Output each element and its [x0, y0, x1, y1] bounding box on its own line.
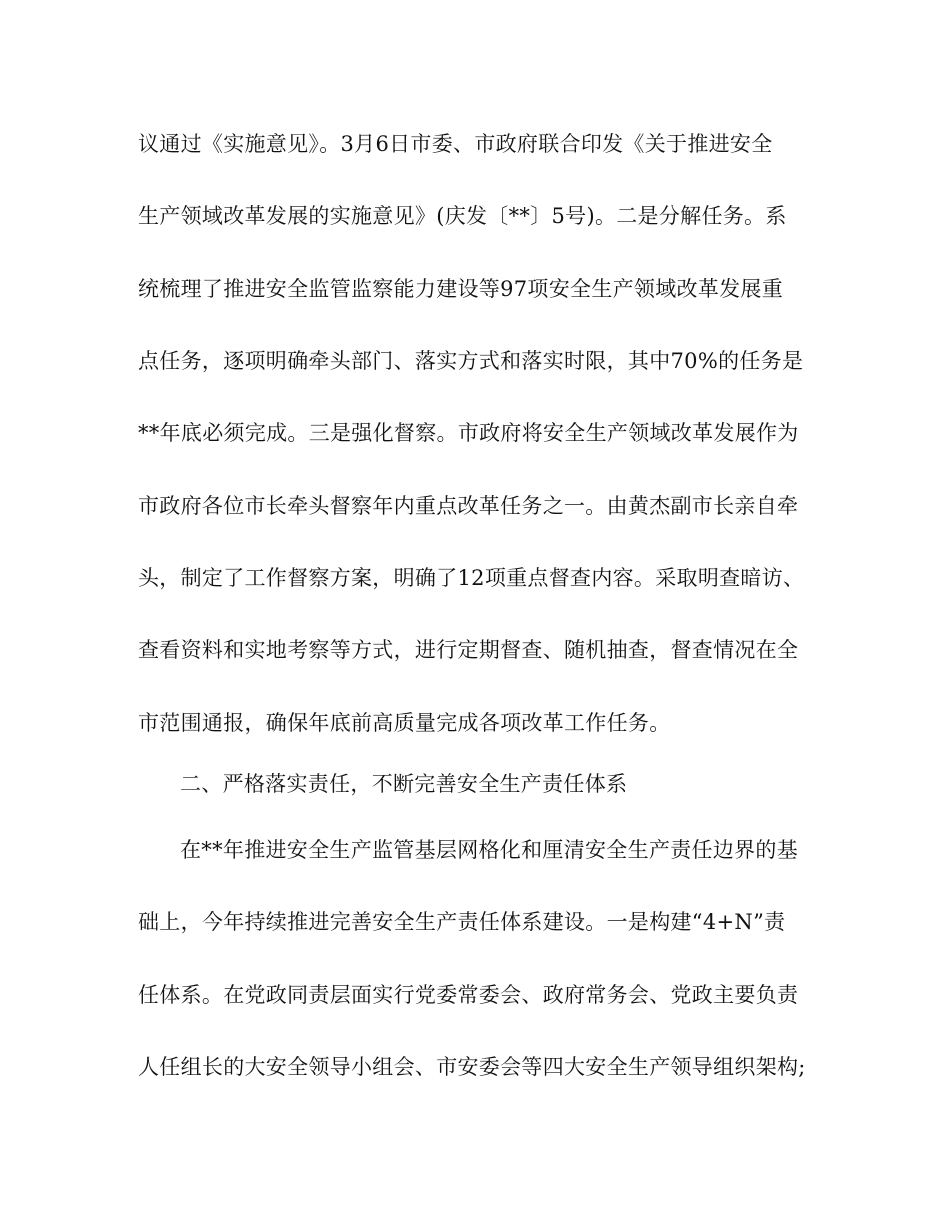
text-line-4: 点任务，逐项明确牵头部门、落实方式和落实时限，其中70%的任务是	[138, 349, 804, 373]
text-line-7: 头，制定了工作督察方案，明确了12项重点督查内容。采取明查暗访、	[138, 566, 805, 590]
text-line-9: 市范围通报，确保年底前高质量完成各项改革工作任务。	[138, 711, 671, 735]
text-line-3: 统梳理了推进安全监管监察能力建设等97项安全生产领域改革发展重	[138, 277, 784, 301]
section-heading: 二、严格落实责任，不断完善安全生产责任体系	[180, 772, 628, 796]
text-line-13: 任体系。在党政同责层面实行党委常委会、政府常务会、党政主要负责	[138, 983, 799, 1007]
text-line-12: 础上，今年持续推进完善安全生产责任体系建设。一是构建“4+N”责	[138, 910, 786, 934]
text-line-11: 在**年推进安全生产监管基层网格化和厘清安全生产责任边界的基	[180, 838, 798, 862]
text-line-2: 生产领域改革发展的实施意见》(庆发〔**〕5号)。二是分解任务。系	[138, 204, 787, 228]
text-line-8: 查看资料和实地考察等方式，进行定期督查、随机抽查，督查情况在全	[138, 638, 799, 662]
text-line-1: 议通过《实施意见》。3月6日市委、市政府联合印发《关于推进安全	[138, 132, 773, 156]
text-line-5: **年底必须完成。三是强化督察。市政府将安全生产领域改革发展作为	[138, 421, 799, 445]
text-line-6: 市政府各位市长牵头督察年内重点改革任务之一。由黄杰副市长亲自牵	[138, 494, 799, 518]
text-line-14: 人任组长的大安全领导小组会、市安委会等四大安全生产领导组织架构;	[138, 1055, 806, 1079]
